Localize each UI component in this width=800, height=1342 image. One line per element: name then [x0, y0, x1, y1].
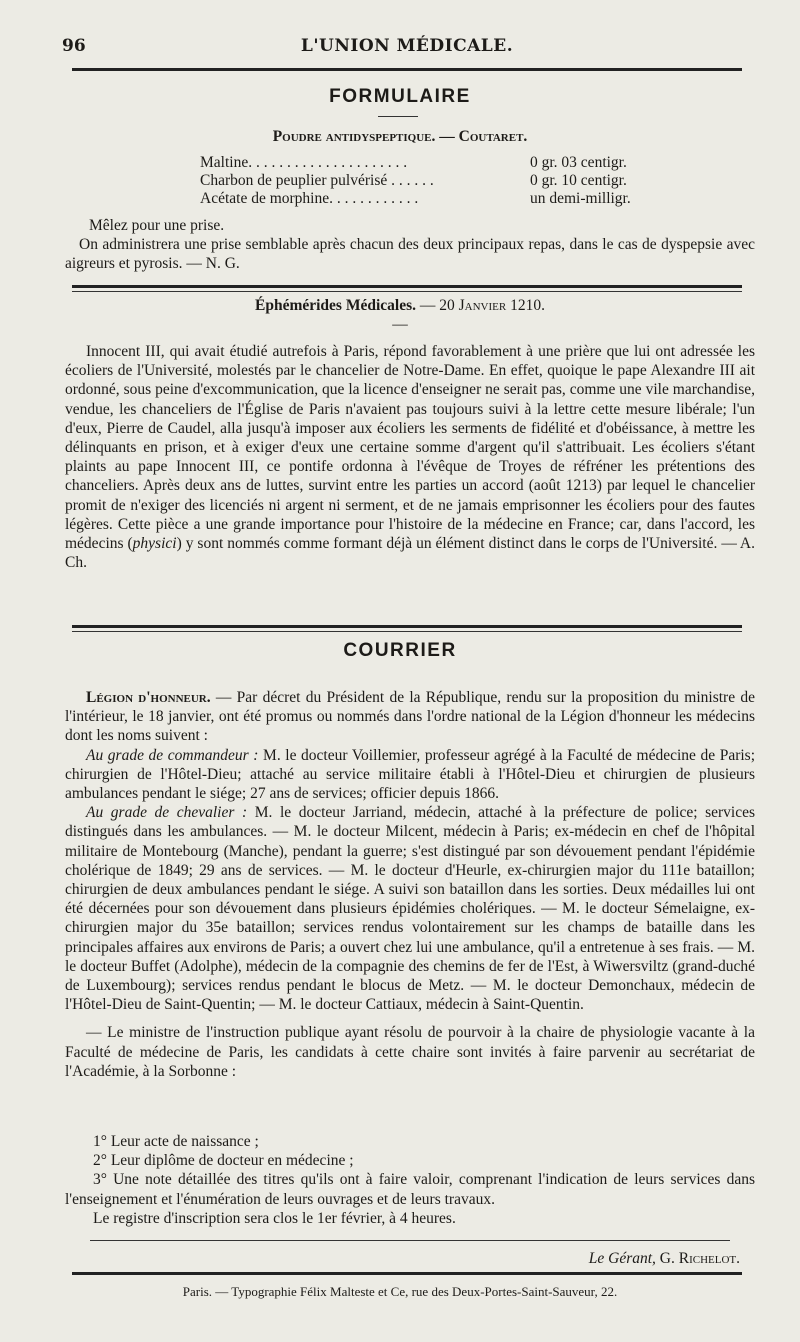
- ingredient-name: Maltine. . . . . . . . . . . . . . . . . . . . .: [200, 154, 408, 171]
- ingredient-qty: 0 gr. 03 centigr.: [530, 154, 627, 171]
- formulaire-instructions: [65, 216, 755, 274]
- title-underline: [378, 116, 418, 117]
- ingredient-qty: 0 gr. 10 centigr.: [530, 172, 627, 189]
- recipe-subtitle: Poudre antidyspeptique. — Coutaret.: [272, 128, 528, 145]
- ephemerides-text-end: ) y sont nommés comme formant déjà un élément distinct dans le corps de l'Université. — A. Ch.: [65, 535, 756, 572]
- ministre-paragraph: — Le ministre de l'instruction publique ayant résolu de pourvoir à la chaire de physiologie vacante à la Faculté de médecine de Paris, les candidats à cette chaire sont invités à faire parvenir au secrétariat de l'Académie, à la Sorbonne :: [65, 1024, 755, 1080]
- signature-rule: [90, 1240, 730, 1241]
- ephemerides-heading: [0, 297, 800, 315]
- header-rule: [72, 68, 742, 71]
- legion-paragraph: [65, 688, 755, 746]
- courrier-body: [65, 688, 755, 1081]
- ephemerides-body: [65, 342, 755, 572]
- footer-rule: [72, 1272, 742, 1275]
- ingredient-row: [200, 154, 660, 172]
- page-number: 96: [62, 36, 86, 56]
- page-header: [62, 33, 752, 61]
- courrier-title: COURRIER: [343, 640, 457, 661]
- signature-name: G. Richelot.: [659, 1250, 740, 1267]
- commandeur-text: M. le docteur Voillemier, professeur agrégé à la Faculté de médecine de Paris; chirurgien de l'Hôtel-Dieu; attaché au service militaire établi à l'Hôtel-Dieu et chirurgien de plusieurs ambulances pendant le siége; 27 ans de services; officier depuis 1866.: [65, 746, 756, 803]
- ephemerides-paragraph: [65, 342, 755, 572]
- requirement-item: 2° Leur diplôme de docteur en médecine ;: [93, 1152, 354, 1170]
- ingredient-name: Acétate de morphine. . . . . . . . . . . .: [200, 190, 419, 207]
- section-rule-thin: [72, 631, 742, 632]
- ephemerides-italic: physici: [132, 535, 177, 553]
- chevalier-paragraph: [65, 803, 755, 1014]
- ingredient-name: Charbon de peuplier pulvérisé . . . . . .: [200, 172, 434, 189]
- signature: [420, 1250, 740, 1268]
- requirement-item: 3° Une note détaillée des titres qu'ils ont à faire valoir, comprenant l'indication de leurs services dans l'enseignement et l'énumération de leurs ouvrages et de leurs travaux.: [65, 1171, 755, 1208]
- ingredient-list: [200, 154, 660, 208]
- running-title: L'UNION MÉDICALE.: [300, 36, 514, 56]
- section-rule: [72, 285, 742, 288]
- commandeur-paragraph: [65, 746, 755, 804]
- chevalier-text: M. le docteur Jarriand, médecin, attaché à la préfecture de police; services distingués dans les ambulances. — M. le docteur Milcent, médecin à Paris; ex-médecin en chef de l'hôpital militaire de Montebourg (Manche), pendant la guerre; s'est distingué par son dévouement pendant l'épidémie cholérique de 1849; 29 ans de services. — M. le docteur d'Heurle, ex-chirurgien major du 111e bataillon; chirurgien de deux ambulances pendant le siége. A suivi son bataillon dans les sorties. Deux médailles lui ont été décernées pour son dévouement dans plusieurs épidémies cholériques. — M. le docteur Sémelaigne, ex-chirurgien major du 35e bataillon; services rendus volontairement sur les champs de bataille dans les principales affaires aux environs de Paris; a ouvert chez lui une ambulance, qu'il a entretenue à ses frais. — M. le docteur Buffet (Adolphe), médecin de la compagnie des chemins de fer de l'Est, à Wiwersviltz (grand-duché de Luxembourg); services rendus pendant le blocus de Metz. — M. le docteur Demonchaux, médecin de l'Hôtel-Dieu de Saint-Quentin; — M. le docteur Cattiaux, médecin à Saint-Quentin.: [65, 804, 755, 1014]
- legion-label: Légion d'honneur.: [86, 689, 211, 706]
- imprint: Paris. — Typographie Félix Malteste et Ce, rue des Deux-Portes-Saint-Sauveur, 22.: [182, 1284, 618, 1299]
- signature-label: Le Gérant,: [588, 1250, 656, 1267]
- instruction-dose: On administrera une prise semblable après chacun des deux principaux repas, dans le cas de dyspepsie avec aigreurs et pyrosis. — N. G.: [65, 236, 755, 273]
- ephemerides-title: Éphémérides Médicales.: [255, 297, 417, 314]
- section-rule-thin: [72, 291, 742, 292]
- ingredient-row: [200, 172, 660, 190]
- registre-note: Le registre d'inscription sera clos le 1er février, à 4 heures.: [93, 1209, 456, 1227]
- section-rule: [72, 625, 742, 628]
- requirement-item: 1° Leur acte de naissance ;: [93, 1133, 259, 1150]
- ingredient-qty: un demi-milligr.: [530, 190, 631, 207]
- formulaire-title: FORMULAIRE: [329, 86, 471, 107]
- ephemerides-date: — 20 Janvier 1210.: [419, 297, 545, 314]
- instruction-mix: Mêlez pour une prise.: [89, 217, 225, 234]
- legion-text: — Par décret du Président de la République, rendu sur la proposition du ministre de l'intérieur, le 18 janvier, ont été promus ou nommés dans l'ordre national de la Légion d'honneur les médecins dont les noms suivent :: [65, 689, 755, 745]
- ingredient-row: [200, 190, 660, 208]
- requirements-list: [65, 1132, 755, 1228]
- chevalier-label: Au grade de chevalier :: [86, 804, 248, 822]
- ephemerides-separator: —: [392, 316, 408, 333]
- commandeur-label: Au grade de commandeur :: [86, 746, 259, 764]
- ephemerides-text: Innocent III, qui avait étudié autrefois à Paris, répond favorablement à une prière que lui ont adressée les écoliers de l'Université, molestés par le chancelier de Notre-Dame. En effet, quoique le pape Alexandre III ait ordonné, sous peine d'excommunication, que la licence d'enseigner ne serait pas, comme une vile marchandise, vendue, les chanceliers de l'Église de Paris n'avaient pas toujours suivi à la lettre cette mesure libérale; l'un d'eux, Pierre de Caudel, alla jusqu'à imposer aux écoliers les serments de fidélité et d'obéissance, à mettre les délinquants en prison, et à exiger d'eux une certaine somme d'argent qu'il s'attribuait. Les écoliers s'étant plaints au pape Innocent III, ce pontife ordonna à l'évêque de Troyes de réfréner les prétentions des chanceliers. Après deux ans de luttes, survint entre les parties un accord (août 1213) par lequel le chancelier promit de n'exiger des licenciés ni argent ni serment, et de ne jamais emprisonner les écoliers pour des fautes légères. Cette pièce a une grande importance pour l'histoire de la médecine en France; car, dans l'accord, les médecins (: [65, 343, 755, 553]
